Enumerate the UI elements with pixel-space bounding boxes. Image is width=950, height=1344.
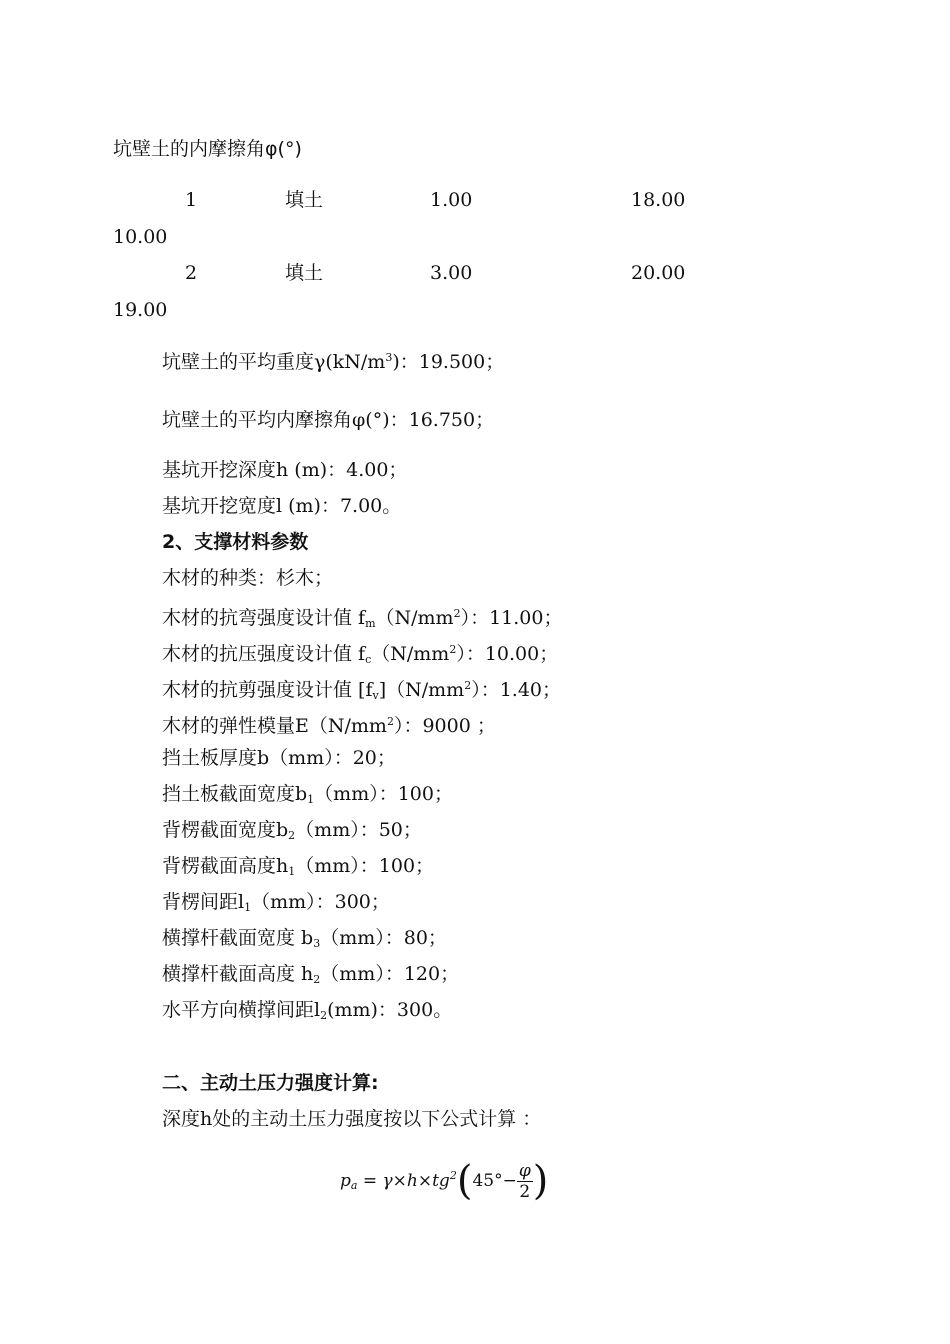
param-sub: 1 (244, 901, 252, 914)
material-param-line (162, 710, 496, 738)
param-mid: （mm）：100； (295, 855, 435, 877)
excavation-depth: 基坑开挖深度h (m)：4.00； (162, 459, 408, 481)
param-pre: 背楞间距l (162, 891, 245, 913)
friction-angle: 19.00 (113, 299, 168, 321)
section-title-pressure: 二、主动土压力强度计算: (162, 1072, 379, 1094)
param-post: ）：1.40； (471, 679, 562, 701)
param-sub: 2 (320, 1009, 328, 1022)
param-mid: ]（N/mm (378, 679, 465, 701)
friction-angle: 10.00 (113, 226, 168, 248)
param-sub: m (365, 617, 376, 630)
param-sub: v (372, 689, 379, 702)
material-param-line (162, 890, 390, 920)
header-label: 坑壁土的内摩擦角φ(°) (113, 138, 302, 160)
param-mid: （mm）：80； (320, 927, 447, 949)
param-mid: （mm）：100； (314, 783, 453, 805)
param-pre: 背楞截面宽度b (162, 819, 289, 841)
formula-denominator: 2 (519, 1182, 531, 1202)
material-param-line (162, 962, 459, 992)
param-pre: 水平方向横撑间距l (162, 999, 321, 1021)
formula-angle: 45°− (472, 1171, 517, 1191)
formula-open-paren: ( (456, 1158, 473, 1204)
param-sub: c (365, 653, 372, 666)
formula-lhs: p (340, 1171, 351, 1191)
material-param-line (162, 998, 452, 1028)
formula-fraction (517, 1161, 533, 1202)
material-param-line (162, 818, 422, 848)
section-title-materials: 2、支撑材料参数 (162, 531, 309, 553)
unit-weight: 20.00 (631, 262, 686, 284)
param-pre: 木材的抗剪强度设计值 [f (162, 679, 373, 701)
formula-rhs-sup: 2 (449, 1169, 457, 1182)
avg-unit-weight (162, 346, 504, 374)
param-pre: 木材的抗压强度设计值 f (162, 643, 366, 665)
formula-close-paren: ) (532, 1158, 549, 1204)
formula-rhs: = γ×h×tg (357, 1171, 450, 1191)
param-sup: 2 (464, 679, 472, 692)
param-mid: （mm）：120； (320, 963, 460, 985)
material-param-line (162, 854, 434, 884)
material-param-line (162, 782, 453, 812)
param-sub: 2 (288, 829, 296, 842)
param-pre: 横撑杆截面宽度 b (162, 927, 314, 949)
avg-weight-label: 坑壁土的平均重度γ(kN/m (162, 351, 386, 373)
layer-thickness: 3.00 (430, 262, 473, 284)
param-sup: 2 (449, 643, 457, 656)
formula-numerator: φ (518, 1161, 531, 1181)
formula-lhs-sub: a (350, 1179, 358, 1192)
avg-friction-angle: 坑壁土的平均内摩擦角φ(°)：16.750； (162, 409, 495, 431)
material-param-line (162, 746, 396, 770)
param-sub: 3 (313, 937, 321, 950)
param-pre: 木材的抗弯强度设计值 f (162, 607, 366, 629)
param-mid: （mm）：300； (251, 891, 390, 913)
param-pre: 挡土板厚度b（mm）：20； (162, 747, 396, 769)
excavation-width: 基坑开挖宽度l (m)：7.00。 (162, 495, 402, 517)
row-number: 1 (185, 189, 198, 211)
param-post: ）：9000 ； (393, 715, 496, 737)
row-number: 2 (185, 262, 198, 284)
param-pre: 挡土板截面宽度b (162, 783, 308, 805)
material-param-line (162, 926, 447, 956)
param-pre: 横撑杆截面高度 h (162, 963, 314, 985)
param-post: ）：11.00； (460, 607, 563, 629)
param-sup: 2 (386, 715, 394, 728)
param-pre: 木材的弹性模量E（N/mm (162, 715, 387, 737)
material-param-line (162, 674, 561, 708)
param-sub: 2 (313, 973, 321, 986)
param-sub: 1 (288, 865, 296, 878)
avg-weight-tail: )：19.500； (392, 351, 505, 373)
param-pre: 背楞截面高度h (162, 855, 289, 877)
param-sup: 2 (453, 607, 461, 620)
formula-intro: 深度h处的主动土压力强度按以下公式计算 ： (162, 1108, 542, 1130)
layer-thickness: 1.00 (430, 189, 473, 211)
active-pressure-formula (340, 1150, 549, 1204)
param-mid: （N/mm (371, 643, 450, 665)
material-param-line (162, 638, 558, 672)
soil-name: 填土 (285, 189, 324, 211)
material-param-line (162, 602, 562, 636)
unit-weight: 18.00 (631, 189, 686, 211)
param-mid: (mm)：300。 (327, 999, 453, 1021)
param-mid: （mm）：50； (295, 819, 422, 841)
param-mid: （N/mm (375, 607, 454, 629)
param-sub: 1 (307, 793, 315, 806)
avg-weight-sup: 3 (385, 351, 393, 364)
param-post: ）：10.00； (456, 643, 559, 665)
wood-type: 木材的种类：杉木； (162, 567, 334, 589)
soil-name: 填土 (285, 262, 324, 284)
